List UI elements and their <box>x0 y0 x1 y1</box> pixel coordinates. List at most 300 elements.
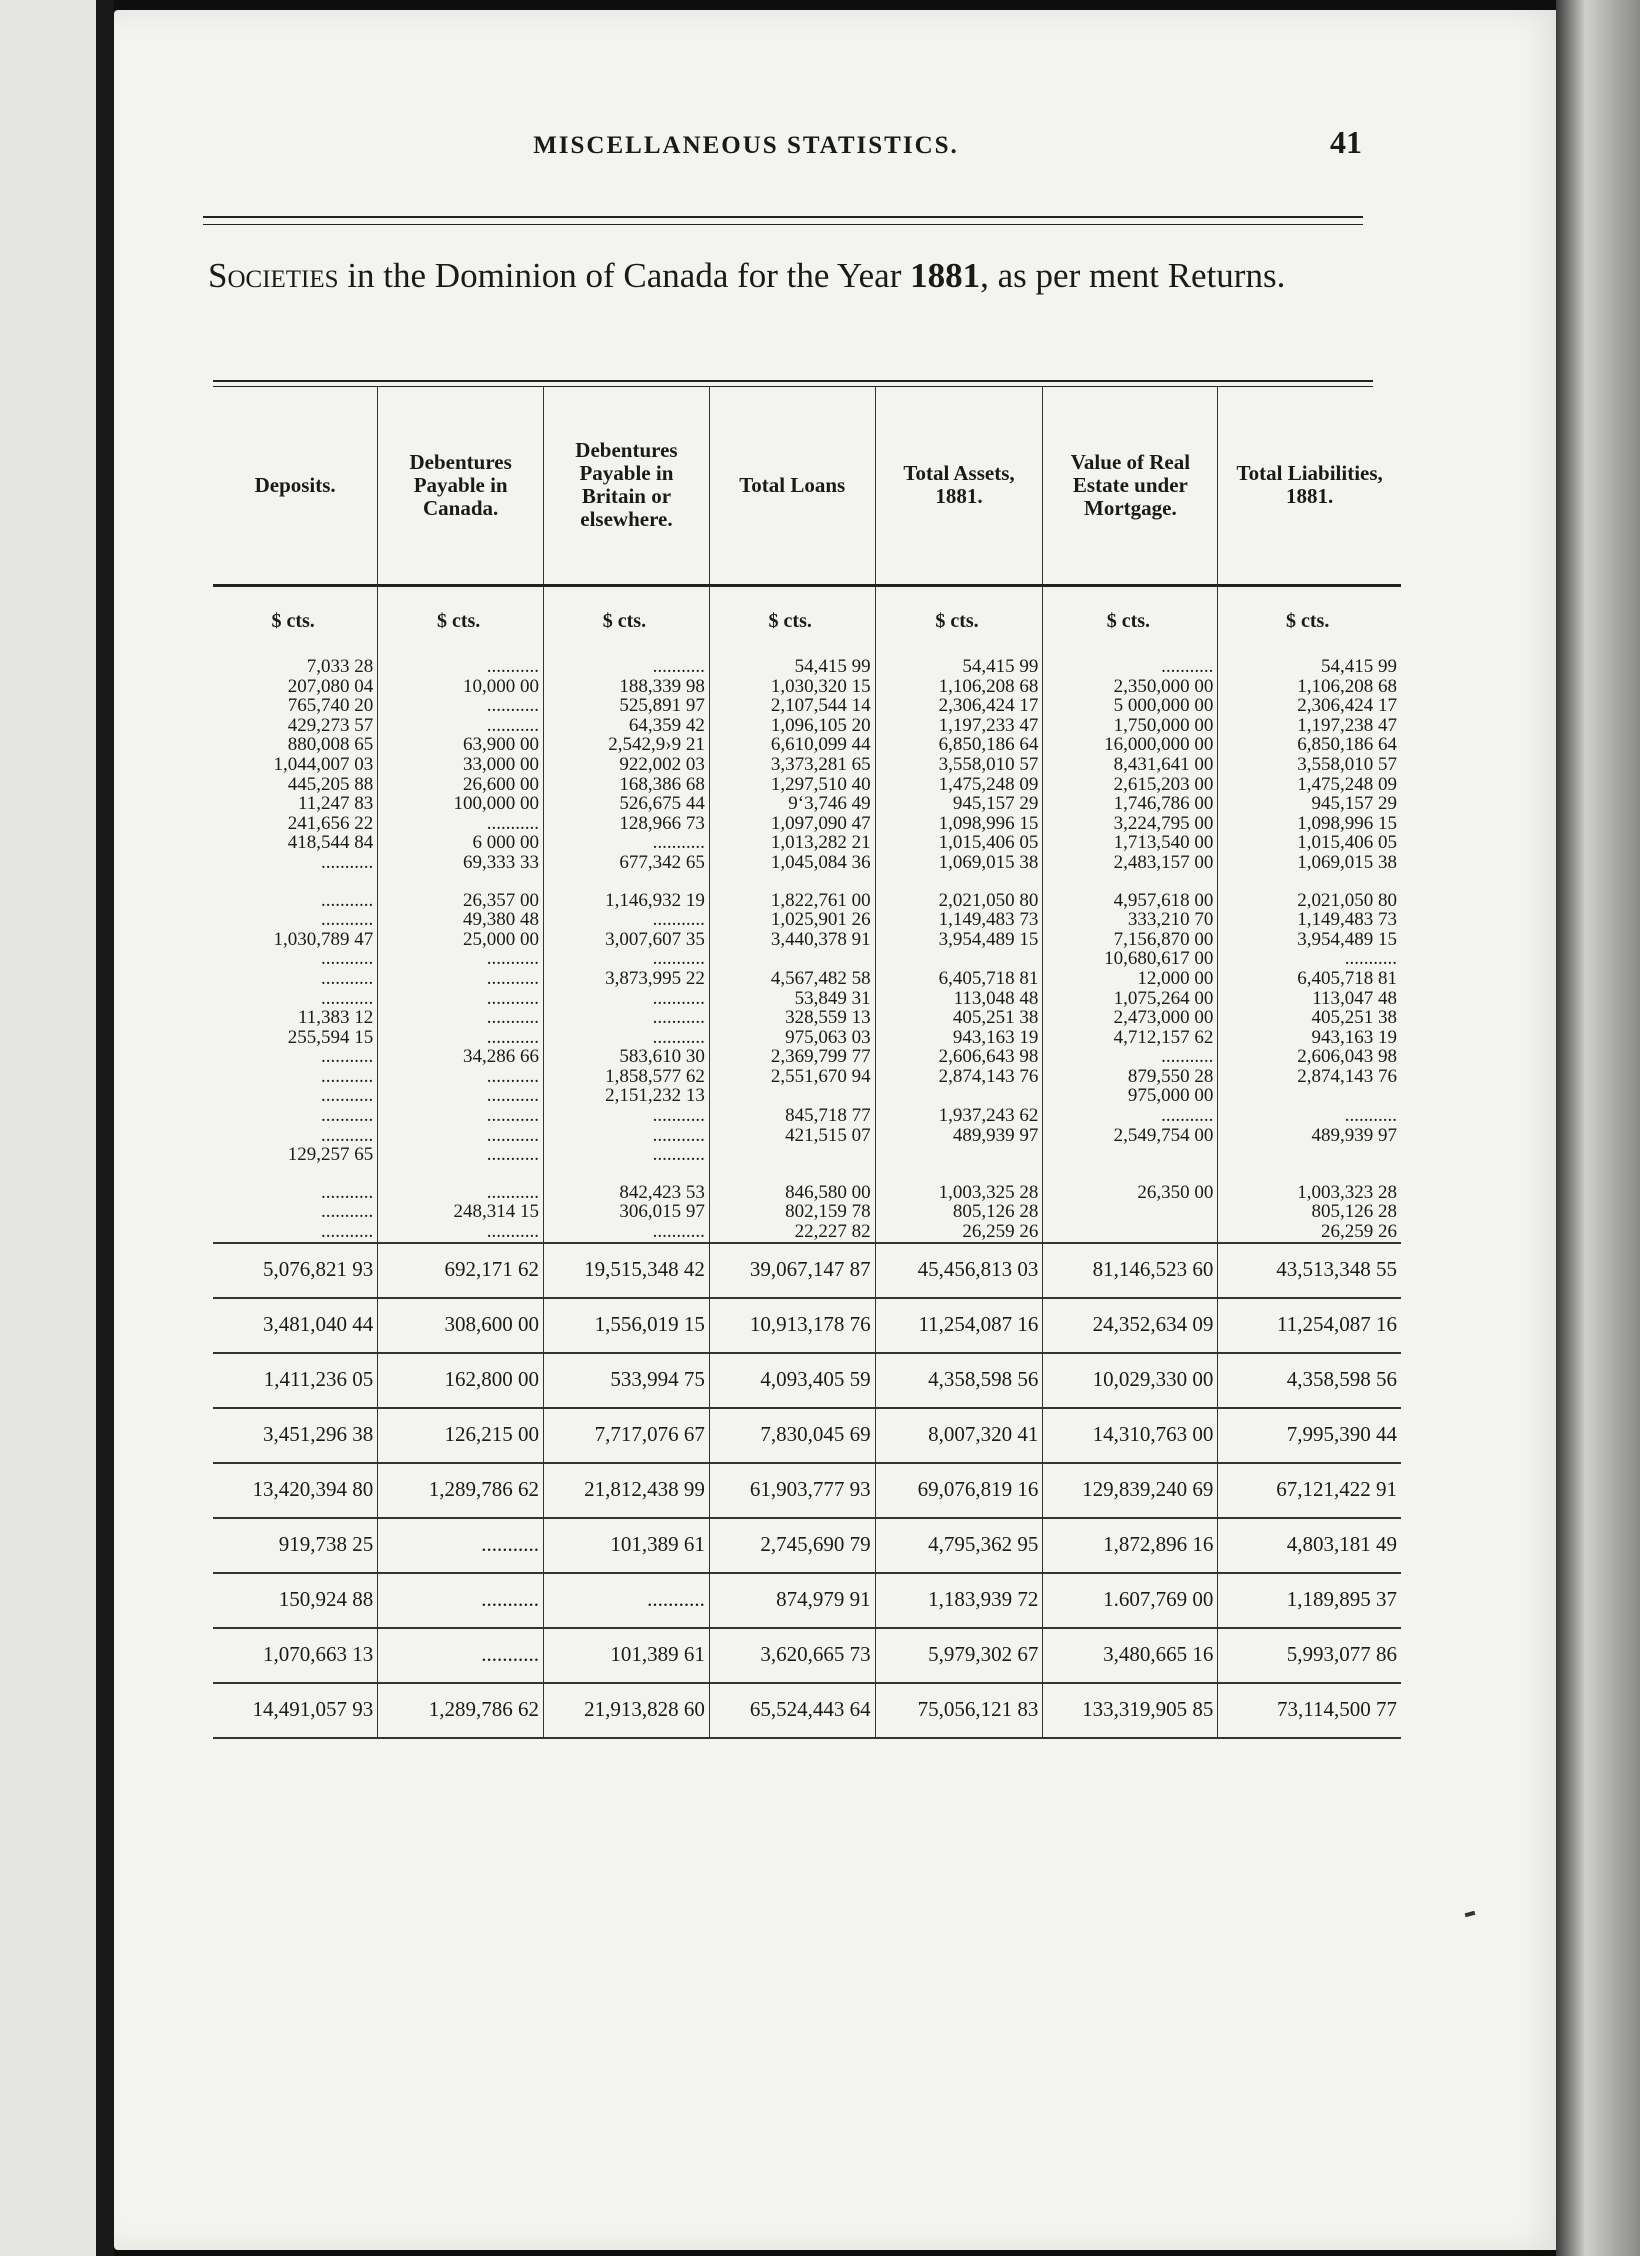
table-cell: ........... <box>378 1183 544 1203</box>
total-cell: 7,830,045 69 <box>709 1408 875 1463</box>
table-cell: 880,008 65 <box>287 734 374 756</box>
table-cell: 1,858,577 62 <box>544 1067 710 1087</box>
total-cell: 5,076,821 93 <box>213 1243 378 1298</box>
total-cell: 3,620,665 73 <box>709 1628 875 1683</box>
total-cell: 4,803,181 49 <box>1218 1518 1401 1573</box>
table-cell: ........... <box>378 989 544 1009</box>
totals-row <box>213 1573 1401 1628</box>
units-row <box>213 586 1401 658</box>
table-cell: 26,259 26 <box>875 1222 1043 1243</box>
column-header: Debentures Payable in Britain or elsewhere. <box>544 386 710 586</box>
table-cell: 765,740 20 <box>287 695 374 717</box>
table-cell: ........... <box>544 1028 710 1048</box>
table-cell: ........... <box>544 1008 710 1028</box>
table-cell <box>709 1086 875 1106</box>
table-cell <box>875 1165 1043 1183</box>
table-cell: ........... <box>1218 949 1401 969</box>
table-cell: 328,559 13 <box>709 1008 875 1028</box>
table-row <box>213 853 1401 873</box>
table-cell <box>1043 1145 1218 1165</box>
table-cell <box>1218 1145 1401 1165</box>
total-cell: 3,481,040 44 <box>213 1298 378 1353</box>
table-row <box>213 989 1401 1009</box>
total-cell: 308,600 00 <box>378 1298 544 1353</box>
table-cell: ........... <box>378 1067 544 1087</box>
column-header: Debentures Payable in Canada. <box>378 386 544 586</box>
table-cell: ........... <box>321 987 374 1009</box>
table-cell: 1,149,483 73 <box>875 910 1043 930</box>
table-cell: 63,900 00 <box>378 735 544 755</box>
table-cell: 1,197,238 47 <box>1218 716 1401 736</box>
table-cell: 3,373,281 65 <box>709 755 875 775</box>
total-cell: 11,254,087 16 <box>1218 1298 1401 1353</box>
table-cell: 113,047 48 <box>1218 989 1401 1009</box>
table-cell: ........... <box>378 949 544 969</box>
table-cell: ........... <box>321 1085 374 1107</box>
table-row <box>213 1106 1401 1126</box>
table-cell: 2,306,424 17 <box>875 696 1043 716</box>
table-cell: 583,610 30 <box>544 1047 710 1067</box>
table-cell: 526,675 44 <box>544 794 710 814</box>
table-cell <box>378 1165 544 1183</box>
unit-label: $ cts. <box>544 586 710 658</box>
table-cell <box>1043 1222 1218 1243</box>
table-row <box>213 814 1401 834</box>
table-cell <box>709 1165 875 1183</box>
table-cell: 805,126 28 <box>1218 1202 1401 1222</box>
table-cell: 879,550 28 <box>1043 1067 1218 1087</box>
table-row <box>213 1008 1401 1028</box>
table-cell: 842,423 53 <box>544 1183 710 1203</box>
table-cell: 1,146,932 19 <box>544 891 710 911</box>
table-row <box>213 735 1401 755</box>
table-cell: 1,937,243 62 <box>875 1106 1043 1126</box>
total-cell: 81,146,523 60 <box>1043 1243 1218 1298</box>
unit-label: $ cts. <box>1043 586 1218 658</box>
table-cell: 64,359 42 <box>544 716 710 736</box>
table-cell: 1,097,090 47 <box>709 814 875 834</box>
table-cell: 33,000 00 <box>378 755 544 775</box>
page-stack-edge <box>1556 0 1640 2256</box>
totals-row <box>213 1353 1401 1408</box>
total-cell: ........... <box>544 1573 710 1628</box>
table-row <box>213 910 1401 930</box>
table-cell <box>709 1145 875 1165</box>
table-row <box>213 1047 1401 1067</box>
table-cell: 1,106,208 68 <box>875 677 1043 697</box>
table-cell: 1,025,901 26 <box>709 910 875 930</box>
table-cell: 445,205 88 <box>287 773 374 795</box>
table-cell: 11,247 83 <box>297 793 374 815</box>
total-cell: 45,456,813 03 <box>875 1243 1043 1298</box>
total-cell: 1,183,939 72 <box>875 1573 1043 1628</box>
table-cell: 1,003,323 28 <box>1218 1183 1401 1203</box>
column-header: Total Assets, 1881. <box>875 386 1043 586</box>
table-cell: 2,542,9›9 21 <box>544 735 710 755</box>
table-cell: ........... <box>378 1106 544 1126</box>
table-cell: 1,197,233 47 <box>875 716 1043 736</box>
table-cell <box>544 873 710 891</box>
table-cell: 1,297,510 40 <box>709 775 875 795</box>
table-cell: 1,475,248 09 <box>1218 775 1401 795</box>
table-cell: 845,718 77 <box>709 1106 875 1126</box>
table-cell: 846,580 00 <box>709 1183 875 1203</box>
total-cell: 5,993,077 86 <box>1218 1628 1401 1683</box>
total-cell: 4,795,362 95 <box>875 1518 1043 1573</box>
total-cell: 67,121,422 91 <box>1218 1463 1401 1518</box>
total-cell: 21,913,828 60 <box>544 1683 710 1738</box>
unit-label: $ cts. <box>1218 586 1401 658</box>
table-cell: 1,069,015 38 <box>1218 853 1401 873</box>
table-cell: ........... <box>378 716 544 736</box>
table-rule-top <box>213 380 1373 382</box>
table-cell: 2,549,754 00 <box>1043 1126 1218 1146</box>
table-row <box>213 755 1401 775</box>
table-cell: 26,350 00 <box>1043 1183 1218 1203</box>
table-cell: 4,712,157 62 <box>1043 1028 1218 1048</box>
table-cell: ........... <box>321 948 374 970</box>
table-cell: 945,157 29 <box>875 794 1043 814</box>
table-cell: ........... <box>1218 1106 1401 1126</box>
table-cell: 16,000,000 00 <box>1043 735 1218 755</box>
table-cell <box>875 1145 1043 1165</box>
table-cell: 6,405,718 81 <box>1218 969 1401 989</box>
table-cell: 6,610,099 44 <box>709 735 875 755</box>
total-cell: 69,076,819 16 <box>875 1463 1043 1518</box>
table-cell: 2,306,424 17 <box>1218 696 1401 716</box>
total-cell: 14,310,763 00 <box>1043 1408 1218 1463</box>
table-cell: 405,251 38 <box>875 1008 1043 1028</box>
total-cell: 75,056,121 83 <box>875 1683 1043 1738</box>
table-cell: ........... <box>378 1222 544 1243</box>
table-cell: 2,483,157 00 <box>1043 853 1218 873</box>
total-cell: 919,738 25 <box>213 1518 378 1573</box>
table-cell <box>1043 1202 1218 1222</box>
total-cell: 1,411,236 05 <box>213 1353 378 1408</box>
book-gutter <box>96 0 114 2256</box>
total-cell: 8,007,320 41 <box>875 1408 1043 1463</box>
table-cell: 1,045,084 36 <box>709 853 875 873</box>
table-cell: 11,383 12 <box>297 1007 374 1029</box>
table-cell: 1,003,325 28 <box>875 1183 1043 1203</box>
total-cell: 61,903,777 93 <box>709 1463 875 1518</box>
table-row <box>213 833 1401 853</box>
table-cell: 4,567,482 58 <box>709 969 875 989</box>
totals-row <box>213 1408 1401 1463</box>
table-cell: 2,350,000 00 <box>1043 677 1218 697</box>
total-cell: 1,289,786 62 <box>378 1463 544 1518</box>
table-cell <box>875 1086 1043 1106</box>
table-cell: ........... <box>1043 1047 1218 1067</box>
table-cell: 2,151,232 13 <box>544 1086 710 1106</box>
table-cell: ........... <box>378 1086 544 1106</box>
table-cell: 2,107,544 14 <box>709 696 875 716</box>
table-row <box>213 775 1401 795</box>
table-cell <box>875 873 1043 891</box>
table-cell <box>213 873 378 891</box>
table-cell <box>544 1165 710 1183</box>
table-cell: 489,939 97 <box>1218 1126 1401 1146</box>
totals-row <box>213 1463 1401 1518</box>
table-cell: 54,415 99 <box>1218 657 1401 677</box>
total-cell: 129,839,240 69 <box>1043 1463 1218 1518</box>
table-cell: 207,080 04 <box>287 675 374 697</box>
table-cell: 429,273 57 <box>287 714 374 736</box>
table-cell: 54,415 99 <box>709 657 875 677</box>
table-cell: 25,000 00 <box>378 930 544 950</box>
table-cell: 489,939 97 <box>875 1126 1043 1146</box>
total-cell: 11,254,087 16 <box>875 1298 1043 1353</box>
table-cell: 525,891 97 <box>544 696 710 716</box>
table-cell: ........... <box>321 1065 374 1087</box>
table-cell <box>1218 873 1401 891</box>
table-row <box>213 1222 1401 1243</box>
unit-label: $ cts. <box>709 586 875 658</box>
table-row <box>213 969 1401 989</box>
page-number: 41 <box>1330 124 1362 160</box>
total-cell: 126,215 00 <box>378 1408 544 1463</box>
table-cell: 4,957,618 00 <box>1043 891 1218 911</box>
table-cell: ........... <box>321 1181 374 1203</box>
table-cell: 802,159 78 <box>709 1202 875 1222</box>
table-cell: 6,405,718 81 <box>875 969 1043 989</box>
table-cell: 2,021,050 80 <box>875 891 1043 911</box>
table-cell: 6 000 00 <box>378 833 544 853</box>
table-row <box>213 794 1401 814</box>
title-part2: , as per ment Returns. <box>980 256 1286 295</box>
table-cell: 943,163 19 <box>875 1028 1043 1048</box>
table-cell: 26,357 00 <box>378 891 544 911</box>
page-title <box>208 254 1378 298</box>
table-cell: ........... <box>378 657 544 677</box>
table-cell: 418,544 84 <box>287 832 374 854</box>
table-cell: 405,251 38 <box>1218 1008 1401 1028</box>
table-cell: ........... <box>321 851 374 873</box>
table-cell: 49,380 48 <box>378 910 544 930</box>
total-cell: 1,189,895 37 <box>1218 1573 1401 1628</box>
table-cell <box>213 1165 378 1183</box>
table-cell: 3,558,010 57 <box>875 755 1043 775</box>
table-cell: 1,069,015 38 <box>875 853 1043 873</box>
table-cell: 1,096,105 20 <box>709 716 875 736</box>
total-cell: ........... <box>378 1573 544 1628</box>
table-row <box>213 677 1401 697</box>
table-cell: ........... <box>544 1145 710 1165</box>
spacer-row <box>213 873 1401 891</box>
spacer-row <box>213 1165 1401 1183</box>
table-cell: ........... <box>378 1145 544 1165</box>
table-cell: 26,600 00 <box>378 775 544 795</box>
column-header: Total Loans <box>709 386 875 586</box>
table-cell: 3,954,489 15 <box>1218 930 1401 950</box>
total-cell: 65,524,443 64 <box>709 1683 875 1738</box>
table-cell: ........... <box>321 1201 374 1223</box>
totals-row <box>213 1628 1401 1683</box>
table-cell: 1,030,320 15 <box>709 677 875 697</box>
table-cell: ........... <box>378 1028 544 1048</box>
table-cell <box>875 949 1043 969</box>
total-cell: 14,491,057 93 <box>213 1683 378 1738</box>
table-cell: 2,874,143 76 <box>1218 1067 1401 1087</box>
table-cell: ........... <box>321 1221 374 1243</box>
table-cell: 1,713,540 00 <box>1043 833 1218 853</box>
total-cell: 3,480,665 16 <box>1043 1628 1218 1683</box>
header-rule-bottom <box>203 224 1363 225</box>
table-row <box>213 1183 1401 1203</box>
table-cell: ........... <box>321 967 374 989</box>
table-cell <box>709 873 875 891</box>
totals-row <box>213 1518 1401 1573</box>
total-cell: 21,812,438 99 <box>544 1463 710 1518</box>
table-cell: 975,000 00 <box>1043 1086 1218 1106</box>
table-cell: 1,098,996 15 <box>875 814 1043 834</box>
table-cell: 69,333 33 <box>378 853 544 873</box>
table-cell: 3,440,378 91 <box>709 930 875 950</box>
table-cell: ........... <box>378 1126 544 1146</box>
total-cell: 73,114,500 77 <box>1218 1683 1401 1738</box>
total-cell: 10,913,178 76 <box>709 1298 875 1353</box>
total-cell: 101,389 61 <box>544 1628 710 1683</box>
table-cell: 168,386 68 <box>544 775 710 795</box>
table-cell: 1,013,282 21 <box>709 833 875 853</box>
table-row <box>213 1028 1401 1048</box>
total-cell: 10,029,330 00 <box>1043 1353 1218 1408</box>
total-cell: 1.607,769 00 <box>1043 1573 1218 1628</box>
table-cell <box>1043 1165 1218 1183</box>
unit-label: $ cts. <box>378 586 544 658</box>
table-cell: ........... <box>544 1126 710 1146</box>
table-cell: ........... <box>544 1106 710 1126</box>
table-row <box>213 657 1401 677</box>
unit-label: $ cts. <box>271 610 315 633</box>
table-cell: 1,015,406 05 <box>1218 833 1401 853</box>
table-row <box>213 696 1401 716</box>
table-cell: 2,615,203 00 <box>1043 775 1218 795</box>
table-cell: 1,822,761 00 <box>709 891 875 911</box>
table-cell: 333,210 70 <box>1043 910 1218 930</box>
table-row <box>213 1126 1401 1146</box>
table-cell: 306,015 97 <box>544 1202 710 1222</box>
table-cell <box>1218 1165 1401 1183</box>
table-cell: ........... <box>544 949 710 969</box>
total-cell: 692,171 62 <box>378 1243 544 1298</box>
table-cell: 1,075,264 00 <box>1043 989 1218 1009</box>
totals-row <box>213 1298 1401 1353</box>
table-cell: ........... <box>321 909 374 931</box>
table-cell: 7,033 28 <box>306 656 374 677</box>
title-year: 1881 <box>910 256 981 295</box>
statistics-table <box>213 386 1401 1739</box>
table-cell: 26,259 26 <box>1218 1222 1401 1243</box>
table-cell: ........... <box>1043 657 1218 677</box>
total-cell: 39,067,147 87 <box>709 1243 875 1298</box>
total-cell: 2,745,690 79 <box>709 1518 875 1573</box>
total-cell: 7,995,390 44 <box>1218 1408 1401 1463</box>
total-cell: 4,358,598 56 <box>1218 1353 1401 1408</box>
table-cell: 421,515 07 <box>709 1126 875 1146</box>
table-cell: 188,339 98 <box>544 677 710 697</box>
table-cell: 943,163 19 <box>1218 1028 1401 1048</box>
table-cell: ........... <box>544 910 710 930</box>
table-cell: 10,000 00 <box>378 677 544 697</box>
table-cell: 677,342 65 <box>544 853 710 873</box>
table-row <box>213 1202 1401 1222</box>
total-cell: 874,979 91 <box>709 1573 875 1628</box>
table-cell: ........... <box>544 657 710 677</box>
column-header: Deposits. <box>213 386 378 586</box>
totals-row <box>213 1683 1401 1738</box>
table-cell <box>709 949 875 969</box>
column-header: Value of Real Estate under Mortgage. <box>1043 386 1218 586</box>
table-cell: 1,030,789 47 <box>273 928 374 950</box>
table-cell: ........... <box>1043 1106 1218 1126</box>
total-cell: 5,979,302 67 <box>875 1628 1043 1683</box>
table-cell: 100,000 00 <box>378 794 544 814</box>
table-cell: 2,874,143 76 <box>875 1067 1043 1087</box>
totals-row <box>213 1243 1401 1298</box>
table-cell: 10,680,617 00 <box>1043 949 1218 969</box>
table-row <box>213 930 1401 950</box>
table-cell: 6,850,186 64 <box>1218 735 1401 755</box>
table-cell: 1,746,786 00 <box>1043 794 1218 814</box>
table-cell: ........... <box>544 833 710 853</box>
table-cell: ........... <box>321 1124 374 1146</box>
table-cell: ........... <box>378 814 544 834</box>
table-cell: 241,656 22 <box>287 812 374 834</box>
table-cell: 1,750,000 00 <box>1043 716 1218 736</box>
table-cell: 54,415 99 <box>875 657 1043 677</box>
table-cell: 922,002 03 <box>544 755 710 775</box>
table-cell: 22,227 82 <box>709 1222 875 1243</box>
total-cell: 3,451,296 38 <box>213 1408 378 1463</box>
total-cell: 13,420,394 80 <box>213 1463 378 1518</box>
table-cell: 3,224,795 00 <box>1043 814 1218 834</box>
table-cell: 9‘3,746 49 <box>709 794 875 814</box>
table-cell: 1,106,208 68 <box>1218 677 1401 697</box>
table-cell: 3,007,607 35 <box>544 930 710 950</box>
table-cell: ........... <box>321 1105 374 1127</box>
total-cell: 133,319,905 85 <box>1043 1683 1218 1738</box>
title-part1: in the Dominion of Canada for the Year <box>347 256 902 295</box>
table-cell: 53,849 31 <box>709 989 875 1009</box>
table-cell: 945,157 29 <box>1218 794 1401 814</box>
total-cell: 7,717,076 67 <box>544 1408 710 1463</box>
facing-page-edge <box>0 0 96 2256</box>
table-cell: 5 000,000 00 <box>1043 696 1218 716</box>
table-cell: 8,431,641 00 <box>1043 755 1218 775</box>
table-cell: 113,048 48 <box>875 989 1043 1009</box>
total-cell: 150,924 88 <box>213 1573 378 1628</box>
total-cell: 1,070,663 13 <box>213 1628 378 1683</box>
column-header: Total Liabilities, 1881. <box>1218 386 1401 586</box>
table-cell: 2,606,643 98 <box>875 1047 1043 1067</box>
table-cell: 2,369,799 77 <box>709 1047 875 1067</box>
table-cell: 1,044,007 03 <box>273 753 374 775</box>
table-row <box>213 716 1401 736</box>
total-cell: 101,389 61 <box>544 1518 710 1573</box>
table-cell: 12,000 00 <box>1043 969 1218 989</box>
table-cell: 3,558,010 57 <box>1218 755 1401 775</box>
table-cell <box>1043 873 1218 891</box>
table-cell: 1,149,483 73 <box>1218 910 1401 930</box>
table-cell: 1,098,996 15 <box>1218 814 1401 834</box>
table-cell: ........... <box>378 969 544 989</box>
title-lead: Societies <box>208 256 339 295</box>
total-cell: 1,556,019 15 <box>544 1298 710 1353</box>
table-cell: 129,257 65 <box>287 1144 374 1166</box>
header-rule-top <box>203 216 1363 218</box>
table-cell <box>378 873 544 891</box>
